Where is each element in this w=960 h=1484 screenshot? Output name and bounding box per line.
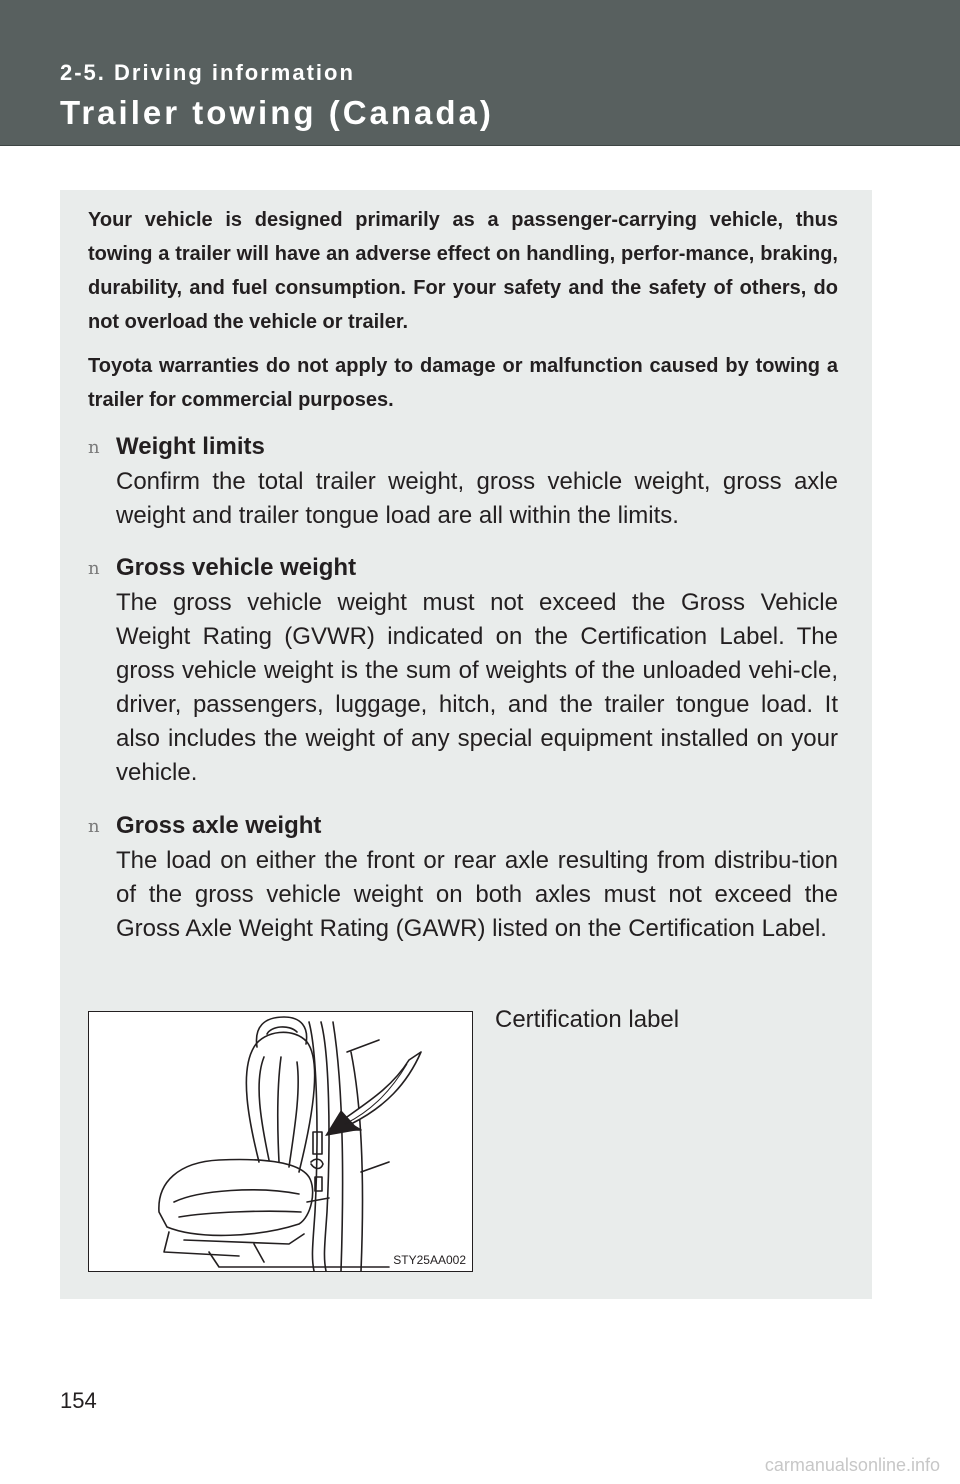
item-title: Gross vehicle weight: [116, 554, 357, 581]
warranty-paragraph: Toyota warranties do not apply to damage or malfunction caused by towing a trailer for commercial purposes.: [88, 355, 838, 411]
intro-paragraph: Your vehicle is designed primarily as a passenger-carrying vehicle, thus towing a trailer will have an adverse effect on handling, perfor-mance, braking, durability, and fuel consumption. For your safety and the safety of others, do not overload the vehicle or trailer.: [88, 209, 838, 333]
item-body: The gross vehicle weight must not exceed the Gross Vehicle Weight Rating (GVWR) indicated on the Certification Label. The gross vehicle weight is the sum of weights of the unloaded vehi-cle, driver, passengers, luggage, hitch, and the trailer tongue load. It also includes the weight of any special equipment installed on your vehicle.: [116, 589, 838, 786]
page-number: 154: [60, 1388, 97, 1413]
figure-code: STY25AA002: [393, 1253, 466, 1267]
certification-label-figure: [88, 1011, 473, 1272]
item-title: Weight limits: [116, 433, 265, 460]
page-title: Trailer towing (Canada): [60, 94, 494, 131]
weight-limits-item: [88, 429, 838, 533]
section-header: [0, 0, 960, 146]
seat-door-illustration: [89, 1012, 472, 1271]
bullet-icon: n: [88, 816, 100, 837]
gross-axle-weight-item: [88, 808, 838, 946]
item-body: Confirm the total trailer weight, gross vehicle weight, gross axle weight and trailer tongue load are all within the limits.: [116, 468, 838, 529]
content-panel: [60, 190, 872, 1299]
bullet-icon: n: [88, 558, 100, 579]
gross-vehicle-weight-item: [88, 550, 838, 790]
item-title: Gross axle weight: [116, 812, 322, 839]
figure-caption: Certification label: [495, 1006, 680, 1033]
bullet-icon: n: [88, 437, 100, 458]
item-body: The load on either the front or rear axle resulting from distribu-tion of the gross vehicle weight on both axles must not exceed the Gross Axle Weight Rating (GAWR) listed on the Certification Label.: [116, 847, 838, 942]
section-label: 2-5. Driving information: [60, 60, 355, 85]
watermark: carmanualsonline.info: [764, 1455, 940, 1475]
